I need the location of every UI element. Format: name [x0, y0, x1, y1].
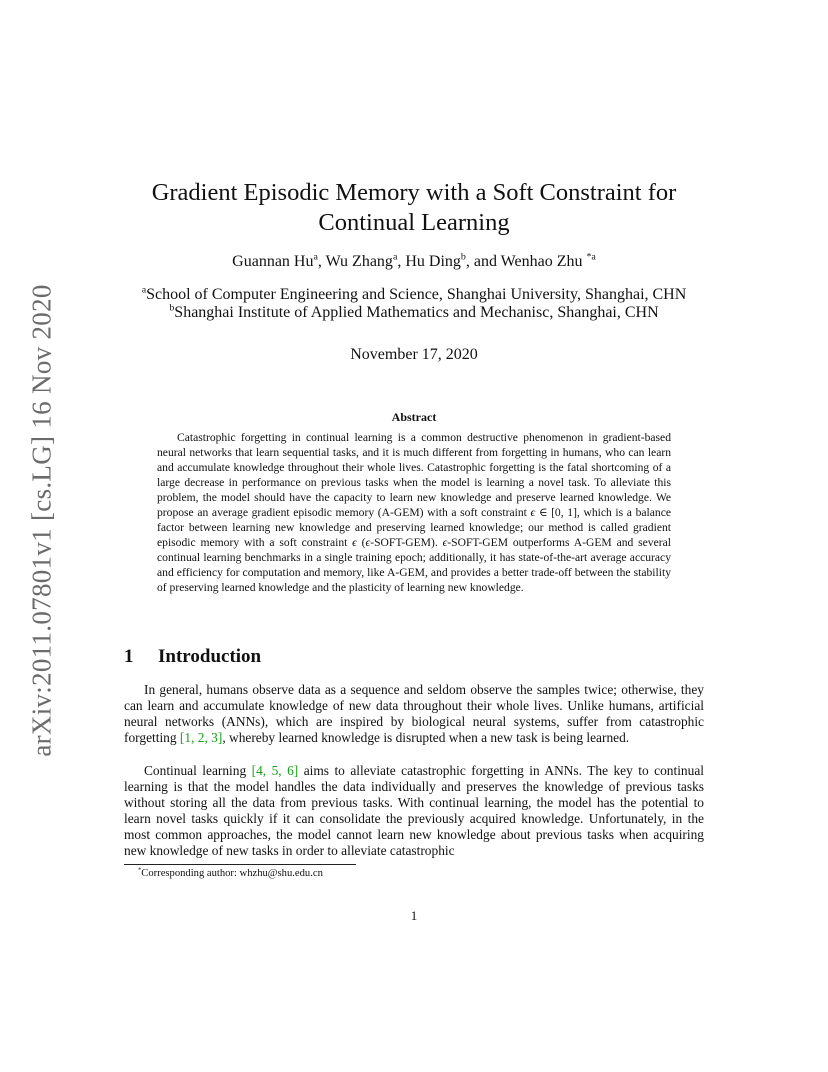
arxiv-id: arXiv:2011.07801v1 [cs.LG] 16 Nov 2020	[26, 283, 57, 757]
page-number: 1	[410, 908, 418, 923]
abstract-heading: Abstract	[391, 410, 437, 424]
paragraph-text: In general, humans observe data as a sequence and seldom observe the samples twice; otherwise, they can learn and accumulate knowledge of new data throughout their whole lives. Unlike humans, artificial neural networks (ANNs), which are inspired by biological neural systems, suffer from catastrophic forgetting	[124, 682, 704, 745]
author-name: Hu Ding	[405, 253, 461, 270]
author-name: Wenhao Zhu	[500, 253, 583, 270]
affiliation-text: Shanghai Institute of Applied Mathematics and Mechanisc, Shanghai, CHN	[174, 304, 659, 321]
author-aff-mark: *a	[586, 251, 596, 263]
body-paragraph	[124, 682, 704, 746]
citation-link[interactable]: [1, 2, 3]	[179, 730, 223, 745]
author-aff-mark: a	[313, 251, 318, 263]
author-list: Guannan Hu$^a$, Wu Zhang$^a$, Hu Ding$^b$, and Wenhao Zhu $^{*a}$	[232, 251, 596, 270]
title-line-1: Gradient Episodic Memory with a Soft Constraint for	[151, 179, 677, 206]
abstract-segment: Catastrophic forgetting in continual learning is a common destructive phenomenon in gradient-based neural networks that learn sequential tasks, and it is much different from forgetting in humans, who can learn and accumulate knowledge throughout their whole lives. Catastrophic forgetting is the fatal shortcoming of a large decrease in performance on previous tasks when the model is learning a novel task. To alleviate this problem, the model should have the capacity to learn new knowledge and preserve learned knowledge. We propose an average gradient episodic memory (A-GEM) with a soft constraint	[157, 431, 671, 519]
title-line-2: Continual Learning	[318, 209, 510, 236]
author-name: Guannan Hu	[232, 253, 314, 270]
citation-link[interactable]: [4, 5, 6]	[251, 763, 299, 778]
epsilon-symbol: ϵ	[530, 506, 536, 519]
affiliation	[110, 286, 718, 304]
footnote-rule	[124, 864, 356, 865]
body-paragraph	[124, 763, 704, 859]
paragraph-text: aims to alleviate catastrophic forgetting in ANNs. The key to continual learning is that the model handles the data individually and preserves the knowledge of previous tasks without storing all the data from previous tasks. With continual learning, the model has the potential to learn novel tasks quickly if it can consolidate the previously acquired knowledge. Unfortunately, in the most common approaches, the model cannot learn new knowledge about previous tasks when acquiring new knowledge of new tasks in order to alleviate catastrophic	[124, 763, 704, 858]
affiliation-text: School of Computer Engineering and Science, Shanghai University, Shanghai, CHN	[146, 286, 687, 303]
section-number: 1	[124, 646, 134, 667]
epsilon-symbol: ϵ	[365, 536, 371, 549]
footnote	[138, 868, 323, 879]
paper-title	[120, 178, 708, 238]
abstract-text	[157, 430, 671, 595]
affiliation-mark: b	[169, 302, 175, 314]
affiliation	[110, 304, 718, 322]
section-heading	[124, 646, 261, 668]
footnote-mark: *	[138, 866, 142, 874]
abstract-segment: -SOFT-GEM outperforms A-GEM and several continual learning benchmarks in a single training epoch; additionally, it has state-of-the-art average accuracy and efficiency for computation and memory, like A-GEM, and provides a better trade-off between the stability of preserving learned knowledge and the plasticity of learning new knowledge.	[157, 536, 671, 594]
paragraph-text: Continual learning	[144, 763, 252, 778]
abstract-segment: ∈ [0, 1], which is a balance factor between learning new knowledge and preserving learned knowledge; our method is called gradient episodic memory with a soft constraint	[157, 506, 671, 549]
paper-date: November 17, 2020	[350, 346, 478, 363]
epsilon-symbol: ϵ	[442, 536, 448, 549]
abstract-segment: -SOFT-GEM).	[370, 536, 443, 549]
affiliation-mark: a	[141, 284, 147, 296]
footnote-text: Corresponding author: whzhu@shu.edu.cn	[141, 868, 323, 879]
arxiv-sidebar-stamp	[22, 280, 62, 760]
paragraph-text: , whereby learned knowledge is disrupted when a new task is being learned.	[222, 730, 630, 745]
author-aff-mark: a	[392, 251, 398, 263]
author-name: Wu Zhang	[325, 253, 393, 270]
abstract-segment: (	[356, 536, 366, 549]
author-aff-mark: b	[460, 251, 466, 263]
section-title: Introduction	[158, 646, 262, 667]
epsilon-symbol: ϵ	[352, 536, 357, 549]
